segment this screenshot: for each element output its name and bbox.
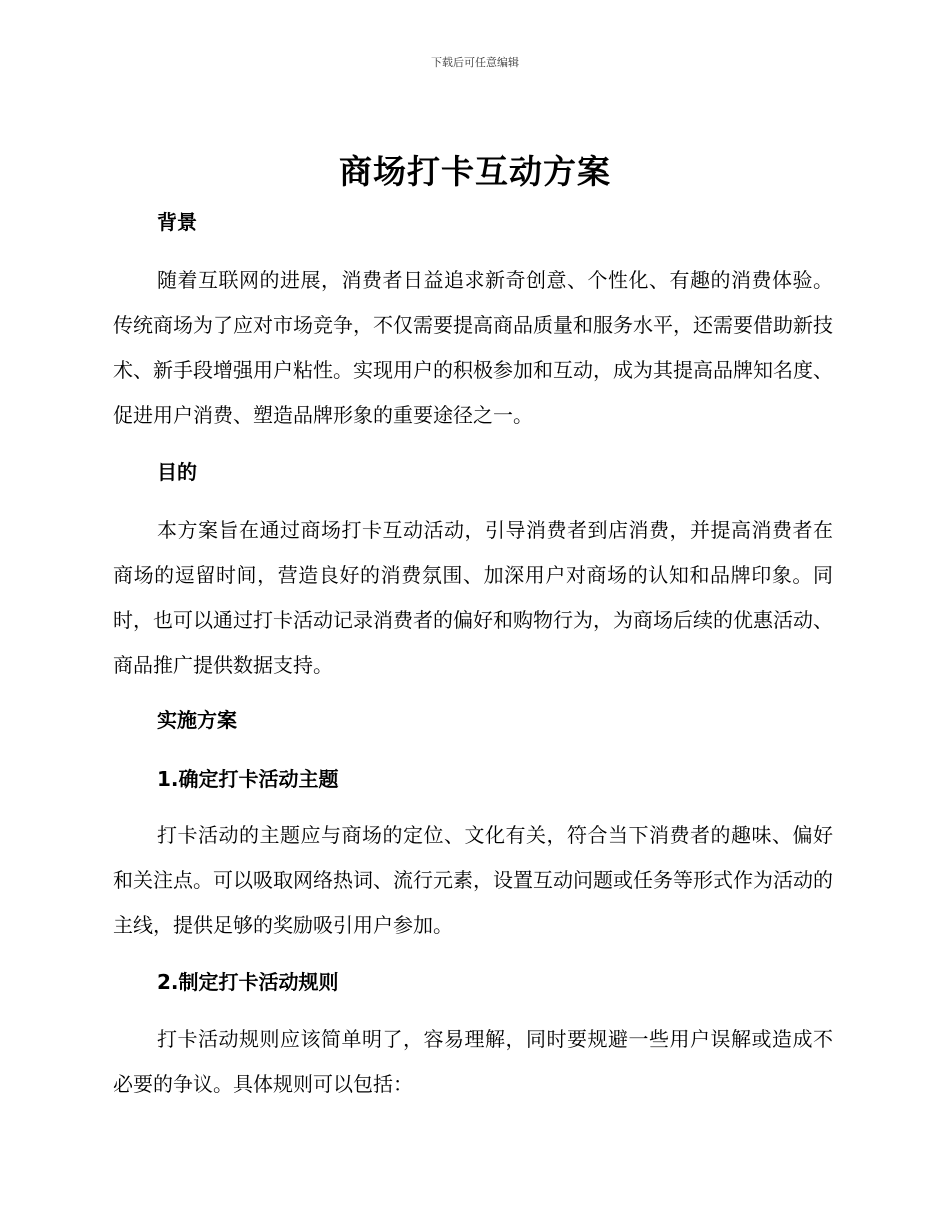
section-heading-step2: 2.制定打卡活动规则: [157, 970, 339, 994]
section-heading-plan: 实施方案: [157, 708, 237, 732]
document-title: 商场打卡互动方案: [339, 152, 611, 191]
section-heading-background: 背景: [157, 210, 197, 234]
paragraph-background: 随着互联网的进展，消费者日益追求新奇创意、个性化、有趣的消费体验。传统商场为了应对市场竞争，不仅需要提高商品质量和服务水平，还需要借助新技术、新手段增强用户粘性。实现用户的积极参加和互动，成为其提高品牌知名度、促进用户消费、塑造品牌形象的重要途径之一。: [113, 268, 833, 427]
section-heading-step1: 1.确定打卡活动主题: [157, 767, 339, 791]
paragraph-step2: 打卡活动规则应该简单明了，容易理解，同时要规避一些用户误解或造成不必要的争议。具体规则可以包括：: [113, 1027, 833, 1096]
paragraph-step1: 打卡活动的主题应与商场的定位、文化有关，符合当下消费者的趣味、偏好和关注点。可以吸取网络热词、流行元素，设置互动问题或任务等形式作为活动的主线，提供足够的奖励吸引用户参加。: [113, 823, 833, 937]
paragraph-purpose: 本方案旨在通过商场打卡互动活动，引导消费者到店消费，并提高消费者在商场的逗留时间，营造良好的消费氛围、加深用户对商场的认知和品牌印象。同时，也可以通过打卡活动记录消费者的偏好和购物行为，为商场后续的优惠活动、商品推广提供数据支持。: [113, 518, 833, 677]
section-heading-purpose: 目的: [157, 460, 197, 484]
page-header-note: 下载后可任意编辑: [431, 56, 519, 69]
